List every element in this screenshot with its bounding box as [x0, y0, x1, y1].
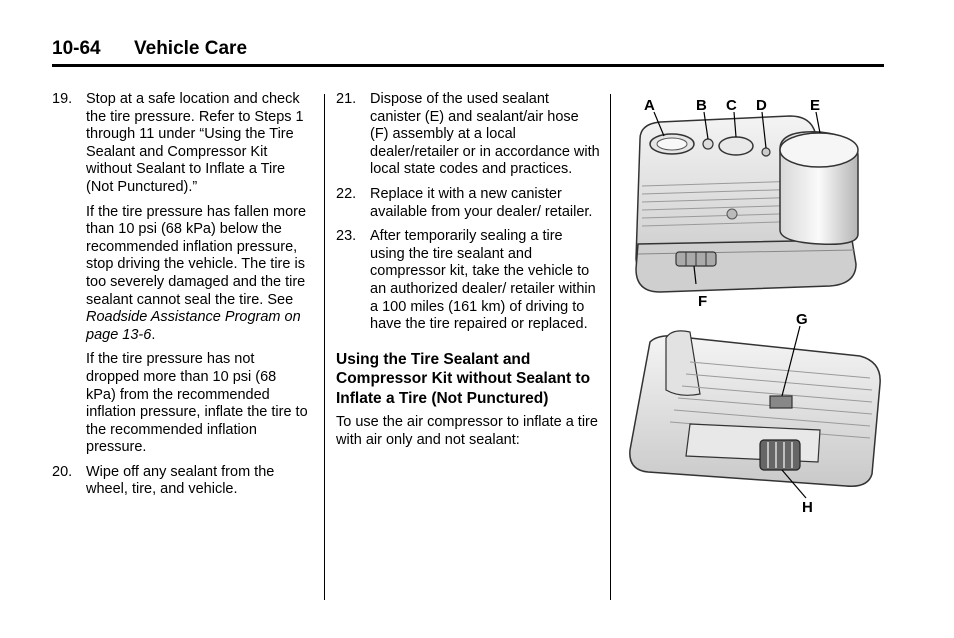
section-body: To use the air compressor to inflate a tire with air only and not sealant:	[336, 414, 598, 448]
compressor-top-view	[636, 116, 858, 292]
compressor-kit-drawing	[620, 94, 886, 518]
column-divider-left	[324, 94, 325, 600]
column-left	[52, 91, 310, 506]
callout-label-c: C	[726, 97, 737, 114]
paragraph-pressure-not-dropped: If the tire pressure has not dropped more than 10 psi (68 kPa) from the recommended inflation pressure, inflate the tire to the recommended inflation pressure.	[86, 351, 308, 456]
page-header	[52, 38, 884, 68]
section-title: Vehicle Care	[134, 38, 248, 59]
paragraph-text: If the tire pressure has fallen more than 10 psi (68 kPa) below the recommended inflation pressure, stop driving the vehicle. The tire is too severely damaged and the tire sealant cannot seal the tire. See	[86, 203, 307, 308]
compressor-bottom-view	[630, 331, 880, 486]
step-number: 20.	[52, 463, 73, 480]
step-number: 23.	[336, 228, 357, 245]
step-23	[336, 228, 600, 334]
step-text: Replace it with a new canister available from your dealer/ retailer.	[370, 185, 593, 220]
compressor-kit-illustration	[620, 94, 886, 518]
cross-reference-link[interactable]: Roadside Assistance Program on page 13-6	[86, 309, 301, 343]
step-22	[336, 186, 600, 221]
paragraph-pressure-fallen	[52, 204, 310, 345]
callout-label-e: E	[810, 97, 821, 114]
callout-label-f: F	[698, 293, 708, 310]
paragraph-text-end: .	[151, 326, 156, 343]
step-text: After temporarily sealing a tire using the tire sealant and compressor kit, take the vehicle to an authorized dealer/ retailer within a 100 miles (161 km) of driving to have the tire repaired or replaced.	[370, 228, 596, 333]
step-text: Stop at a safe location and check the tire pressure. Refer to Steps 1 through 11 under “Using the Tire Sealant and Compressor Kit without Sealant to Inflate a Tire (Not Punctured).”	[86, 91, 304, 195]
callout-label-d: D	[756, 97, 767, 114]
step-20	[52, 464, 310, 499]
callout-label-h: H	[802, 499, 813, 516]
section-heading: Using the Tire Sealant and Compressor Kit without Sealant to Inflate a Tire (Not Punctured)	[336, 350, 591, 407]
step-21	[336, 91, 600, 179]
step-number: 21.	[336, 91, 357, 107]
step-19	[52, 91, 310, 197]
page-number: 10-64	[52, 38, 101, 59]
step-text: Wipe off any sealant from the wheel, tire, and vehicle.	[86, 463, 275, 498]
callout-label-g: G	[796, 311, 808, 328]
step-number: 22.	[336, 185, 357, 202]
step-number: 19.	[52, 91, 73, 107]
step-text: Dispose of the used sealant canister (E) and sealant/air hose (F) assembly at a local dealer/retailer or in accordance with local state codes and practices.	[370, 91, 600, 178]
header-rule	[52, 64, 884, 67]
column-middle	[336, 91, 600, 449]
column-divider-right	[610, 94, 611, 600]
callout-label-b: B	[696, 97, 707, 114]
callout-label-a: A	[644, 97, 655, 114]
